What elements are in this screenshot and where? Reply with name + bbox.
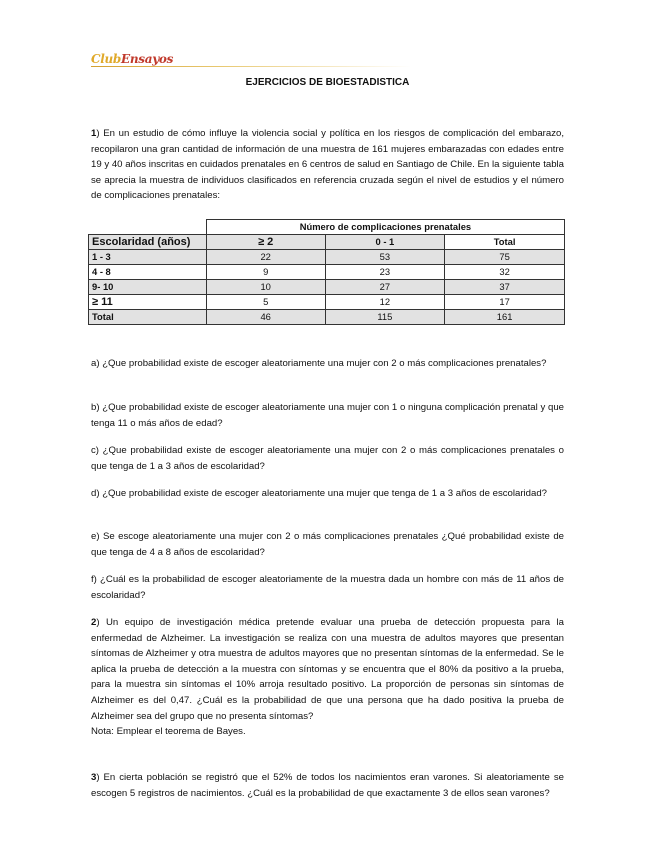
row-header: Escolaridad (años) [89,235,207,250]
cell: 27 [325,280,445,295]
cell: 37 [445,280,565,295]
cell: 12 [325,295,445,310]
total-label: Total [89,310,207,325]
exercise-1-text: ) En un estudio de cómo influye la violencia social y política en los riesgos de complicación del embarazo, recopilaron una gran cantidad de información de una muestra de 161 mujeres embarazadas con edades entre 19 y 40 años inscritas en cuidados prenatales en 6 centros de salud en Santiago de Chile. En la siguiente tabla se aprecia la muestra de individuos clasificados en referencia cruzada según el nivel de estudios y el número de complicaciones prenatales: [91,128,564,202]
table-group-header-row [89,220,565,235]
col-header-2: 0 - 1 [325,235,445,250]
table-group-header: Número de complicaciones prenatales [206,220,564,235]
exercise-3-number: 3 [91,772,97,783]
row-label: 1 - 3 [89,250,207,265]
cell: 75 [445,250,565,265]
question-b: b) ¿Que probabilidad existe de escoger aleatoriamente una mujer con 1 o ninguna complicación prenatal y que tenga 11 o más años de edad? [91,402,564,429]
row-label: ≥ 11 [89,295,207,310]
header-divider [91,66,411,67]
logo[interactable] [91,52,173,66]
question-d: d) ¿Que probabilidad existe de escoger aleatoriamente una mujer que tenga de 1 a 3 años de escolaridad? [91,488,548,499]
cell: 32 [445,265,565,280]
exercise-2-note: Nota: Emplear el teorema de Bayes. [91,726,246,738]
table-total-row [89,310,565,325]
cell: 9 [206,265,325,280]
cell: 17 [445,295,565,310]
question-a: a) ¿Que probabilidad existe de escoger aleatoriamente una mujer con 2 o más complicaciones prenatales? [91,358,547,369]
table-row [89,250,565,265]
total-cell: 115 [325,310,445,325]
table-corner-cell [89,220,207,235]
cell: 5 [206,295,325,310]
logo-club: Club [91,52,122,66]
exercise-3-text: ) En cierta población se registró que el 52% de todos los nacimientos eran varones. Si aleatoriamente se escogen 5 registros de nacimientos. ¿Cuál es la probabilidad de que exactamente 3 de ellos sean varones? [91,772,564,799]
table-row [89,295,565,310]
question-e: e) Se escoge aleatoriamente una mujer con 2 o más complicaciones prenatales ¿Qué probabilidad existe de que tenga de 4 a 8 años de escolaridad? [91,531,564,558]
cell: 10 [206,280,325,295]
table-row [89,265,565,280]
page-title: EJERCICIOS DE BIOESTADISTICA [245,77,410,88]
logo-ensayos: Ensayos [121,52,174,66]
exercise-1-number: 1 [91,128,97,139]
col-header-3: Total [445,235,565,250]
row-label: 9- 10 [89,280,207,295]
table-row [89,280,565,295]
exercise-2-number: 2 [91,617,97,628]
row-label: 4 - 8 [89,265,207,280]
cell: 53 [325,250,445,265]
total-cell: 46 [206,310,325,325]
data-table [88,219,565,325]
total-cell: 161 [445,310,565,325]
exercise-2 [91,615,564,740]
cell: 22 [206,250,325,265]
question-f: f) ¿Cuál es la probabilidad de escoger aleatoriamente de la muestra dada un hombre con más de 11 años de escolaridad? [91,574,564,601]
exercise-3 [91,770,564,801]
exercise-1 [91,126,564,204]
col-header-1: ≥ 2 [206,235,325,250]
exercise-2-text: ) Un equipo de investigación médica pretende evaluar una prueba de detección propuesta para la enfermedad de Alzheimer. La investigación se realiza con una muestra de adultos mayores que presentan síntomas de Alzheimer y otra muestra de adultos mayores que no presentan síntomas de la enfermedad. Se le aplica la prueba de detección a la muestra con síntomas y se encuentra que el 80% da positivo a la prueba, para la muestra sin síntomas el 10% arroja resultado positivo. La proporción de personas sin síntomas de Alzheimer es del 0,47. ¿Cuál es la probabilidad de que una persona que ha dado positiva la prueba de Alzheimer sea del grupo que no presenta síntomas? [91,617,564,722]
cell: 23 [325,265,445,280]
table-header-row [89,235,565,250]
question-c: c) ¿Que probabilidad existe de escoger aleatoriamente una mujer con 2 o más complicaciones prenatales o que tenga de 1 a 3 años de escolaridad? [91,445,564,472]
